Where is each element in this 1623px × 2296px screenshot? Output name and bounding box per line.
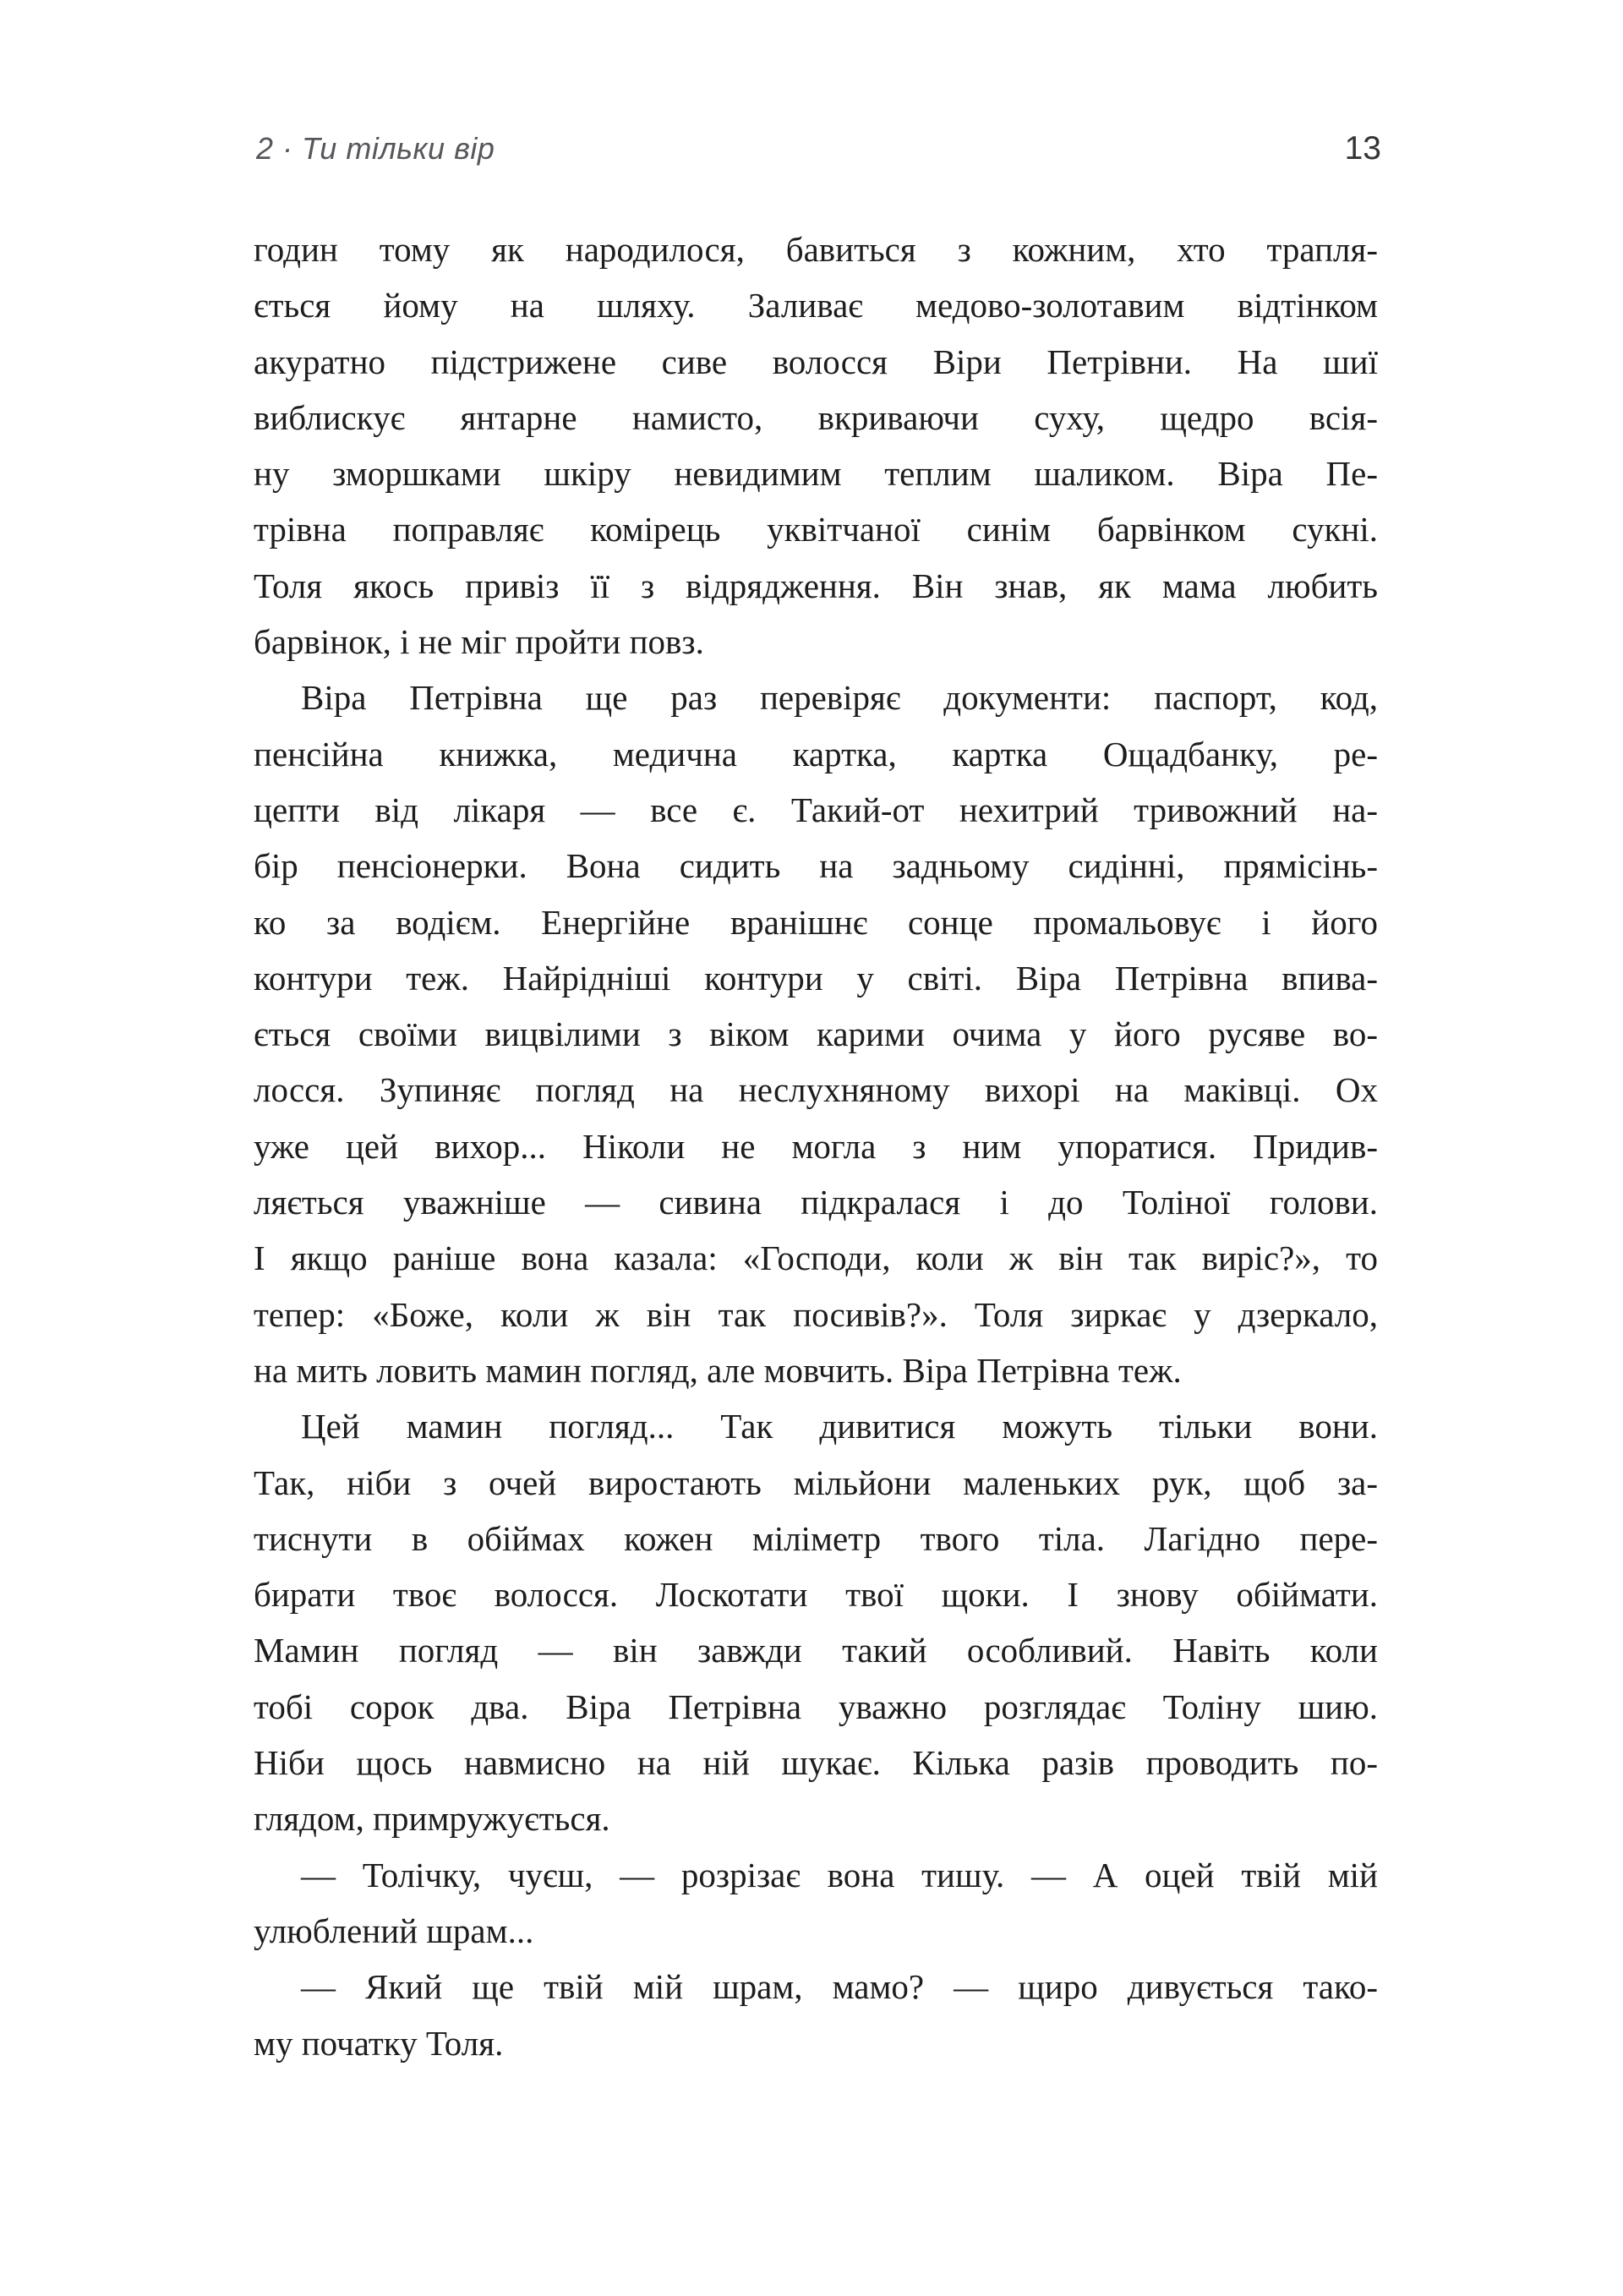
text-line: Толя якось привіз її з відрядження. Він знав, як мама любить [254, 566, 1378, 605]
text-line: виблискує янтарне намисто, вкриваючи суху, щедро всія- [254, 397, 1378, 437]
text-line: ється своїми вицвілими з віком карими очима у його русяве во- [254, 1014, 1378, 1054]
text-line: цепти від лікаря — все є. Такий-от нехитрий тривожний на- [254, 790, 1378, 829]
text-line: контури теж. Найрідніші контури у світі. Віра Петрівна впива- [254, 958, 1378, 998]
text-line: тиснути в обіймах кожен міліметр твого тіла. Лагідно пере- [254, 1518, 1378, 1558]
text-line: Цей мамин погляд... Так дивитися можуть тільки вони. [301, 1407, 1378, 1446]
text-line: акуратно підстрижене сиве волосся Віри Петрівни. На шиї [254, 342, 1378, 381]
text-line: ну зморшками шкіру невидимим теплим шаликом. Віра Пе- [254, 454, 1378, 494]
text-line: Ніби щось навмисно на ній шукає. Кілька разів проводить по- [254, 1743, 1378, 1783]
text-line: І якщо раніше вона казала: «Господи, коли ж він так виріс?», то [254, 1238, 1378, 1278]
text-line: на мить ловить мамин погляд, але мовчить. Віра Петрівна теж. [254, 1350, 1182, 1390]
text-line: барвінок, і не міг пройти повз. [254, 622, 704, 662]
text-line: лосся. Зупиняє погляд на неслухняному вихорі на маківці. Ох [254, 1070, 1378, 1110]
text-line: уже цей вихор... Ніколи не могла з ним упоратися. Придив- [254, 1126, 1378, 1166]
text-line: годин тому як народилося, бавиться з кожним, хто трапля- [254, 230, 1378, 269]
text-line: — Який ще твій мій шрам, мамо? — щиро дивується тако- [301, 1967, 1378, 2007]
text-line: глядом, примружується. [254, 1799, 610, 1839]
text-line: трівна поправляє комірець уквітчаної синім барвінком сукні. [254, 510, 1378, 549]
chapter-running-title: 2 · Ти тільки вір [256, 131, 495, 166]
text-line: Віра Петрівна ще раз перевіряє документи: паспорт, код, [301, 678, 1378, 718]
page-number: 13 [1344, 130, 1381, 167]
page-body-text [254, 221, 1378, 2071]
text-line: пенсійна книжка, медична картка, картка Ощадбанку, ре- [254, 734, 1378, 774]
text-line: бір пенсіонерки. Вона сидить на задньому сидінні, прямісінь- [254, 846, 1378, 886]
text-line: ко за водієм. Енергійне вранішнє сонце промальовує і його [254, 902, 1378, 942]
text-line: тобі сорок два. Віра Петрівна уважно розглядає Толіну шию. [254, 1686, 1378, 1726]
running-header [256, 128, 1381, 169]
text-line: му початку Толя. [254, 2023, 504, 2063]
text-line: улюблений шрам... [254, 1911, 534, 1950]
text-line: Так, ніби з очей виростають мільйони маленьких рук, щоб за- [254, 1462, 1378, 1502]
text-line: — Толічку, чуєш, — розрізає вона тишу. — А оцей твій мій [301, 1855, 1378, 1894]
text-line: ляється уважніше — сивина підкралася і до Толіної голови. [254, 1183, 1378, 1222]
text-line: тепер: «Боже, коли ж він так посивів?». Толя зиркає у дзеркало, [254, 1294, 1378, 1334]
text-line: Мамин погляд — він завжди такий особливий. Навіть коли [254, 1631, 1378, 1670]
text-line: ється йому на шляху. Заливає медово-золотавим відтінком [254, 286, 1378, 325]
text-line: бирати твоє волосся. Лоскотати твої щоки. І знову обіймати. [254, 1575, 1378, 1615]
